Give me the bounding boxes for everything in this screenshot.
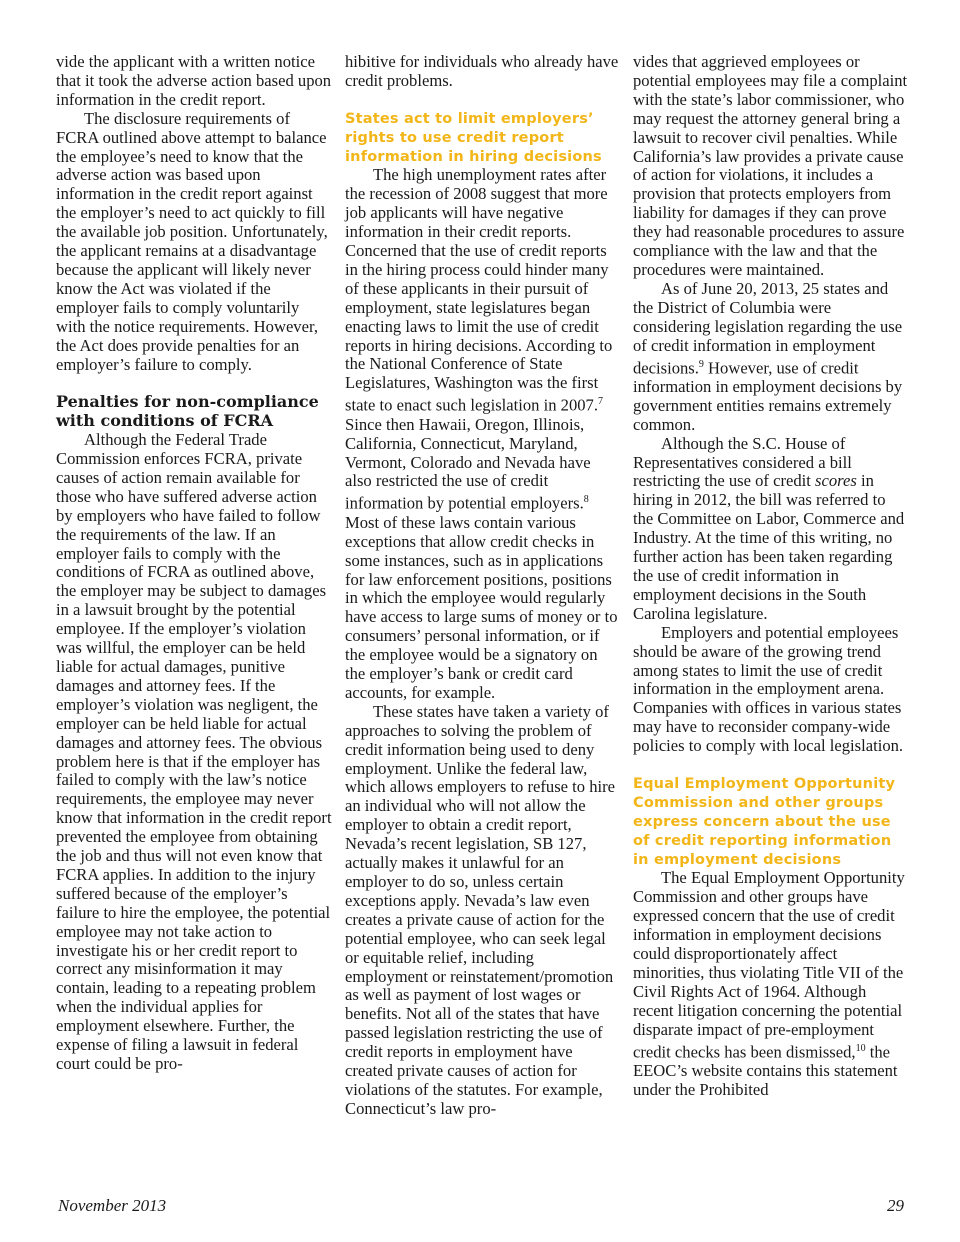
page-number: 29	[887, 1196, 904, 1215]
paragraph: hibitive for individuals who already have credit problems.	[345, 52, 619, 90]
paragraph: vide the applicant with a written notice that it took the adverse action based upon information in the credit report.	[56, 52, 332, 109]
paragraph	[633, 869, 909, 1099]
text-run: The high unemployment rates after the recession of 2008 suggest that more job applicants will have negative information in their credit reports. Concerned that the use of credit reports in the hiring process could hinder many of these applicants in their pursuit of employment, state legislatures began enacting laws to limit the use of credit reports in hiring decisions. According to the National Conference of State Legislatures, Washington was the first state to enact such legislation in 2007.	[345, 165, 613, 415]
text-run: Most of these laws contain various exceptions that allow credit checks in some instances, such as in applications for law enforcement positions, positions in which the employee would regularly have access to large sums of money or to consumers’ personal information, or if the employee would be a signatory on the employer’s bank or credit card accounts, for example.	[345, 512, 618, 702]
text-run: Since then Hawaii, Oregon, Illinois, California, Connecticut, Maryland, Vermont, Colorado and Nevada have also restricted the use of credit information by potential employers.	[345, 414, 591, 513]
text-run: As of June 20, 2013, 25 states and the District of Columbia were considering legislation regarding the use of credit information in employment decisions.	[633, 278, 903, 378]
paragraph: These states have taken a variety of approaches to solving the problem of credit information being used to deny employment. Unlike the federal law, which allows employers to refuse to hire an individual who will not allow the employer to obtain a credit report, Nevada’s recent legislation, SB 127, actually makes it unlawful for an employer to do so, unless certain exceptions apply. Nevada’s law even creates a private cause of action for the potential employee, who can seek legal or equitable relief, including employment or reinstatement/promotion as well as payment of lost wages or benefits. Not all of the states that have passed legislation restricting the use of credit reports in employment have created private causes of action for violations of the statutes. For example, Connecticut’s law pro-	[345, 701, 616, 1118]
text-run: the EEOC’s website contains this statement under the Prohibited	[633, 1042, 898, 1099]
section-heading-highlight: Equal Employment Opportunity Commission and other groups express concern about the use of credit reporting information in employment decisions	[633, 775, 896, 868]
footnote-ref: 7	[598, 396, 603, 408]
emphasis: scores	[815, 471, 857, 491]
column-1	[56, 53, 332, 1074]
text-run: in hiring in 2012, the bill was referred to the Committee on Labor, Commerce and Industry. At the time of this writing, no further action has been taken regarding the use of credit information in employment decisions in the South Carolina legislature.	[633, 471, 905, 623]
paragraph	[345, 166, 621, 702]
section-heading-highlight: States act to limit employers’ rights to use credit report information in hiring decisions	[345, 110, 602, 165]
paragraph	[633, 435, 909, 624]
paragraph: vides that aggrieved employees or potential employees may file a complaint with the state’s labor commissioner, who may request the attorney general bring a lawsuit to recover civil penalties. While California’s law provides a private cause of action for violations, it includes a provision that protects employers from liability for damages if they can prove they had reasonable procedures to assure compliance with the law and that the procedures were maintained.	[633, 52, 908, 279]
text-run: However, use of credit information in employment decisions by government entities remains extremely common.	[633, 358, 903, 434]
footer-date: November 2013	[58, 1196, 167, 1215]
section-heading: Penalties for non-compliance with conditions of FCRA	[56, 392, 319, 431]
column-2	[345, 53, 621, 1119]
paragraph: Although the Federal Trade Commission enforces FCRA, private causes of action remain available for those who have suffered adverse action by employers who have failed to follow the requirements of the law. If an employer fails to comply with the conditions of FCRA as outlined above, the employer may be subject to damages in a lawsuit brought by the potential employee. If the employer’s violation was willful, the employer can be held liable for actual damages, punitive damages and attorney fees. If the employer’s violation was negligent, the employer can be held liable for actual damages and attorney fees. The obvious problem here is that if the employer has failed to comply with the law’s notice requirements, the employee may never know that information in the credit report prevented the employee from obtaining the job and thus will not even know that FCRA applies. In addition to the injury suffered because of the employer’s failure to hire the employee, the potential employee may not take action to investigate his or her credit report to correct any misinformation it may contain, leading to a repeating problem when the individual applies for employment elsewhere. Further, the expense of filing a lawsuit in federal court could be pro-	[56, 430, 332, 1074]
footnote-ref: 9	[698, 358, 704, 370]
text-run: The Equal Employment Opportunity Commission and other groups have expressed concern that the use of credit information in employment decisions could disproportionately affect minorities, thus violating Title VII of the Civil Rights Act of 1964. Although recent litigation concerning the potential disparate impact of pre-employment credit checks has been dismissed,	[633, 868, 905, 1062]
paragraph: The disclosure requirements of FCRA outlined above attempt to balance the employee’s need to know that the adverse action was based upon information in the credit report against the employer’s need to act quickly to fill the available job position. Unfortunately, the applicant remains at a disadvantage because the applicant will likely never know the Act was violated if the employer fails to comply voluntarily with the notice requirements. However, the Act does provide penalties for an employer’s failure to comply.	[56, 108, 328, 374]
footnote-ref: 8	[583, 494, 589, 506]
text-run: Although the S.C. House of Representatives considered a bill restricting the use of credit	[633, 433, 852, 491]
footnote-ref: 10	[855, 1042, 866, 1054]
paragraph: Employers and potential employees should be aware of the growing trend among states to limit the use of credit information in the employment arena. Companies with offices in various states may have to reconsider company-wide policies to comply with local legislation.	[633, 622, 904, 756]
paragraph	[633, 280, 909, 435]
column-3	[633, 53, 909, 1100]
